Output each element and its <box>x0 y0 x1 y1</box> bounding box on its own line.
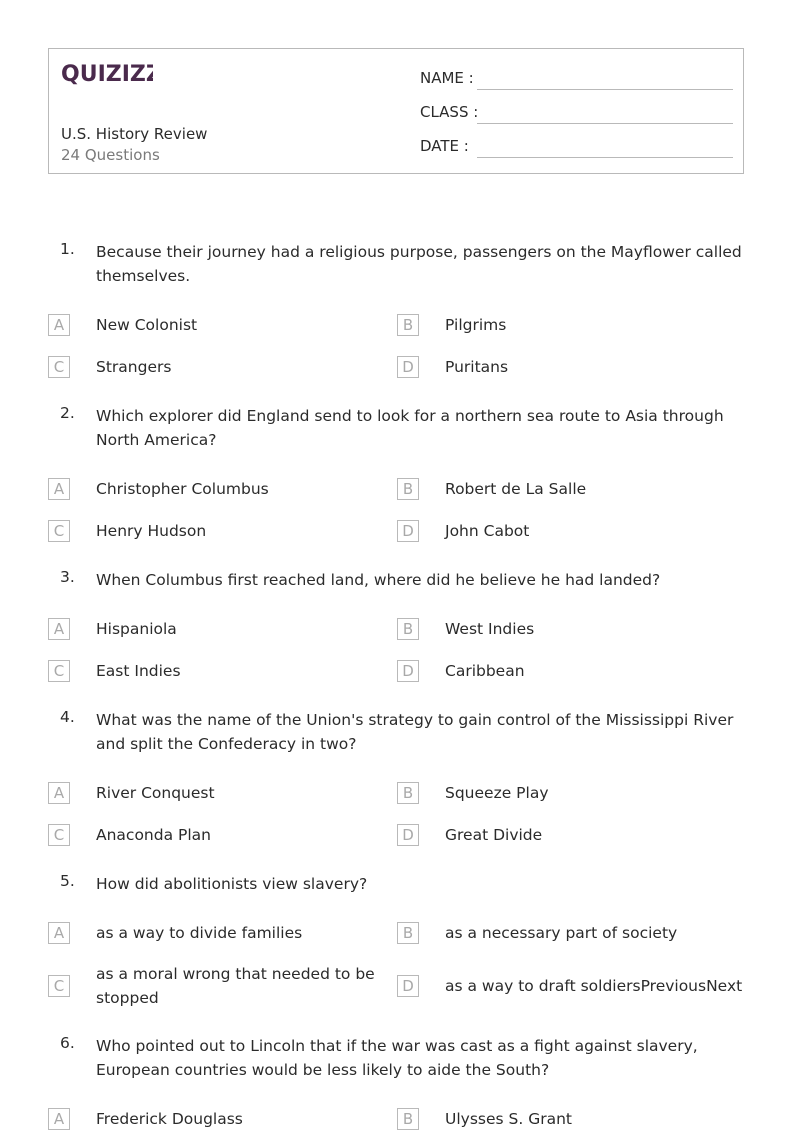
name-label: NAME : <box>420 69 474 87</box>
question-number: 6. <box>60 1034 75 1052</box>
question-text: Which explorer did England send to look for a northern sea route to Asia through North America? <box>96 407 724 449</box>
question-number: 2. <box>60 404 75 422</box>
option-letter-box[interactable]: A <box>48 782 70 804</box>
option-text: West Indies <box>445 620 535 638</box>
option-text: Hispaniola <box>96 620 177 638</box>
option-text: as a way to draft soldiersPreviousNext <box>445 977 743 995</box>
question-number: 4. <box>60 708 75 726</box>
logo-text: QUIZIZZ <box>61 62 153 87</box>
option-text: as a way to divide families <box>96 924 303 942</box>
worksheet-title: U.S. History Review <box>61 125 208 143</box>
option-letter-box[interactable]: A <box>48 922 70 944</box>
option-letter-box[interactable]: C <box>48 520 70 542</box>
option-letter-box[interactable]: D <box>397 824 419 846</box>
date-field[interactable] <box>420 137 469 155</box>
option-letter-box[interactable]: C <box>48 824 70 846</box>
option-letter-box[interactable]: C <box>48 975 70 997</box>
class-label: CLASS : <box>420 103 479 121</box>
option-letter-box[interactable]: B <box>397 478 419 500</box>
option-text: River Conquest <box>96 784 215 802</box>
option-text: Christopher Columbus <box>96 480 269 498</box>
option-letter-box[interactable]: D <box>397 356 419 378</box>
option-letter-box[interactable]: D <box>397 660 419 682</box>
option-letter-box[interactable]: B <box>397 1108 419 1130</box>
option-text: as a necessary part of society <box>445 924 678 942</box>
option-letter-box[interactable]: D <box>397 975 419 997</box>
class-field[interactable] <box>420 103 478 121</box>
question-number: 5. <box>60 872 75 890</box>
option-letter-box[interactable]: D <box>397 520 419 542</box>
option-text: Ulysses S. Grant <box>445 1110 572 1128</box>
question-text: When Columbus first reached land, where did he believe he had landed? <box>96 571 661 589</box>
option-text: Pilgrims <box>445 316 507 334</box>
name-field[interactable] <box>420 69 474 87</box>
question-text: Because their journey had a religious purpose, passengers on the Mayflower called themselves. <box>96 243 742 285</box>
option-letter-box[interactable]: B <box>397 618 419 640</box>
option-letter-box[interactable]: A <box>48 314 70 336</box>
option-letter-box[interactable]: B <box>397 782 419 804</box>
option-text: Puritans <box>445 358 509 376</box>
option-text: Great Divide <box>445 826 543 844</box>
option-text: Henry Hudson <box>96 522 207 540</box>
option-letter-box[interactable]: C <box>48 356 70 378</box>
class-line[interactable] <box>477 123 733 124</box>
option-letter-box[interactable]: A <box>48 618 70 640</box>
option-text: Caribbean <box>445 662 525 680</box>
option-text: Robert de La Salle <box>445 480 587 498</box>
option-letter-box[interactable]: A <box>48 478 70 500</box>
option-text: Anaconda Plan <box>96 826 211 844</box>
date-line[interactable] <box>477 157 733 158</box>
name-line[interactable] <box>477 89 733 90</box>
question-number: 3. <box>60 568 75 586</box>
option-text: John Cabot <box>445 522 530 540</box>
question-number: 1. <box>60 240 75 258</box>
option-letter-box[interactable]: B <box>397 922 419 944</box>
option-text: Squeeze Play <box>445 784 549 802</box>
option-letter-box[interactable]: A <box>48 1108 70 1130</box>
question-text: What was the name of the Union's strategy to gain control of the Mississippi River and split the Confederacy in two? <box>96 711 734 753</box>
option-letter-box[interactable]: B <box>397 314 419 336</box>
option-text: East Indies <box>96 662 181 680</box>
date-label: DATE : <box>420 137 469 155</box>
worksheet-header <box>48 48 744 174</box>
option-letter-box[interactable]: C <box>48 660 70 682</box>
option-text: New Colonist <box>96 316 198 334</box>
quizizz-logo <box>61 59 153 87</box>
question-text: How did abolitionists view slavery? <box>96 875 368 893</box>
option-text: as a moral wrong that needed to be stopped <box>96 965 375 1007</box>
option-text: Frederick Douglass <box>96 1110 243 1128</box>
question-text: Who pointed out to Lincoln that if the war was cast as a fight against slavery, European countries would be less likely to aide the South? <box>96 1037 698 1079</box>
question-count: 24 Questions <box>61 146 160 164</box>
option-text: Strangers <box>96 358 172 376</box>
